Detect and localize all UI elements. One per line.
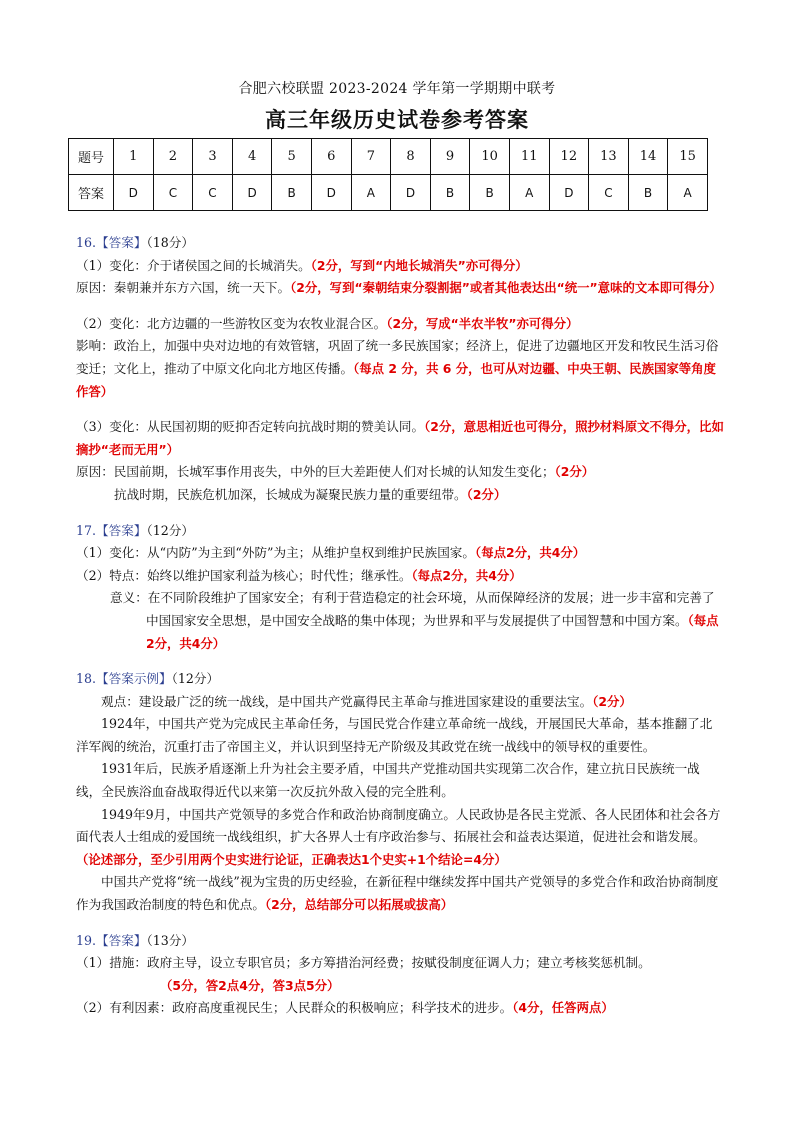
question-number: 2 xyxy=(153,139,193,175)
answer-text: 观点：建设最广泛的统一战线，是中国共产党赢得民主革命与推进国家建设的重要法宝。 xyxy=(101,693,593,709)
question-number: 11 xyxy=(509,139,549,175)
answer-cell: A xyxy=(668,175,708,211)
question-number: 7 xyxy=(351,139,391,175)
scoring-note: （论述部分，至少引用两个史实进行论证，正确表达1个史实+1个结论=4分） xyxy=(76,851,507,867)
spacer xyxy=(76,300,724,313)
question-number: 15 xyxy=(668,139,708,175)
q16-part1-reason xyxy=(76,277,724,300)
answer-text: 原因：民国前期，长城军事作用丧失，中外的巨大差距使人们对长城的认知发生变化； xyxy=(76,464,555,480)
question-number: 6 xyxy=(311,139,351,175)
row-label-number: 题号 xyxy=(69,139,114,175)
scoring-note: （5分，答2点4分，答3点5分） xyxy=(160,977,340,993)
q16-part2-impact xyxy=(76,335,724,403)
page-title: 高三年级历史试卷参考答案 xyxy=(265,108,529,132)
q18-paragraph-1931: 1931年后，民族矛盾逐渐上升为社会主要矛盾，中国共产党推动国共实现第二次合作，建立抗日民族统一战线，全民族浴血奋战取得近代以来第一次反抗外敌入侵的完全胜利。 xyxy=(76,761,700,800)
scoring-note: （2分，写到“内地长城消失”亦可得分） xyxy=(310,257,528,273)
q19-part1: （1）措施：政府主导，设立专职官员；多方筹措治河经费；按赋役制度征调人力；建立考核奖惩机制。 xyxy=(76,955,651,971)
answer-text: 原因：秦朝兼并东方六国，统一天下。 xyxy=(76,280,291,296)
scoring-note: （2分，写成“半农半牧”亦可得分） xyxy=(386,315,579,331)
answer-cell: D xyxy=(114,175,154,211)
scoring-note: （2分） xyxy=(466,486,507,502)
q19-heading xyxy=(76,930,724,953)
row-label-answer: 答案 xyxy=(69,175,114,211)
answer-text: （2）有利因素：政府高度重视民生；人民群众的积极响应；科学技术的进步。 xyxy=(76,1000,513,1016)
question-number: 4 xyxy=(232,139,272,175)
scoring-note: （2分） xyxy=(592,693,632,709)
q16-part2-change xyxy=(76,313,724,336)
answer-table-number-row xyxy=(69,139,708,175)
answer-text: 意义：在不同阶段维护了国家安全；有利于营造稳定的社会环境，从而保障经济的发展；进一步丰富和完善了中国国家安全思想，是中国安全战略的集中体现；为世界和平与发展提供了中国智慧和中国方案。 xyxy=(110,590,715,628)
scoring-note: （2分，意思相近也可得分，照抄材料原文不得分，比如摘抄“老而无用”） xyxy=(76,419,724,457)
question-number: 1 xyxy=(114,139,154,175)
question-number: 10 xyxy=(470,139,510,175)
spacer xyxy=(76,917,724,930)
spacer xyxy=(76,655,724,668)
score-label: （12分） xyxy=(146,522,194,538)
question-number: 13 xyxy=(589,139,629,175)
question-number-label: 17. xyxy=(76,522,97,538)
answer-text: 抗战时期，民族危机加深，长城成为凝聚民族力量的重要纽带。 xyxy=(114,486,467,502)
q18-heading xyxy=(76,668,724,691)
scoring-note: （每点 2 分，共 6 分，也可从对边疆、中央王朝、民族国家等角度作答） xyxy=(76,360,716,399)
answer-text: （1）变化：从“内防”为主到“外防”为主；从维护皇权到维护民族国家。 xyxy=(76,545,475,561)
question-number-label: 19. xyxy=(76,932,97,948)
answer-tag: 【答案】 xyxy=(96,932,147,948)
answer-cell: C xyxy=(589,175,629,211)
answer-tag: 【答案示例】 xyxy=(96,671,172,687)
answer-cell: B xyxy=(470,175,510,211)
answer-cell: A xyxy=(509,175,549,211)
score-label: （18分） xyxy=(146,235,194,250)
answer-text: （3）变化：从民国初期的贬抑否定转向抗战时期的赞美认同。 xyxy=(76,419,425,435)
score-label: （13分） xyxy=(146,932,194,948)
q18-paragraph-1949 xyxy=(76,804,724,872)
q19-part1-note-line xyxy=(76,975,724,998)
q18-viewpoint xyxy=(76,691,724,714)
scoring-note: （2分） xyxy=(554,464,595,480)
question-number: 8 xyxy=(391,139,431,175)
q17-heading xyxy=(76,520,724,543)
scoring-note: （4分，任答两点） xyxy=(512,1000,614,1016)
question-number-label: 18. xyxy=(76,671,97,687)
score-label: （12分） xyxy=(171,671,220,687)
q17-part1 xyxy=(76,542,724,565)
scoring-note: （2分，写到“秦朝结束分裂割据”或者其他表达出“统一”意味的文本即可得分） xyxy=(290,280,722,296)
scoring-note: （2分，总结部分可以拓展或拔高） xyxy=(264,897,454,913)
question-number: 14 xyxy=(628,139,668,175)
q16-heading xyxy=(76,232,724,255)
q16-part3-reason2 xyxy=(76,484,724,507)
scoring-note: （每点2分，共4分） xyxy=(411,567,522,583)
answer-text: 中国共产党将“统一战线”视为宝贵的历史经验，在新征程中继续发挥中国共产党领导的多党合作和政治协商制度作为我国政治制度的特色和优点。 xyxy=(76,874,719,913)
answer-text: （2）特点：始终以维护国家利益为核心；时代性；继承性。 xyxy=(76,567,412,583)
answer-cell: D xyxy=(232,175,272,211)
question-number: 5 xyxy=(272,139,312,175)
answer-cell: B xyxy=(272,175,312,211)
answer-table xyxy=(68,138,708,211)
answer-text: （1）变化：介于诸侯国之间的长城消失。 xyxy=(76,257,311,273)
answer-cell: B xyxy=(628,175,668,211)
answer-text: （2）变化：北方边疆的一些游牧区变为农牧业混合区。 xyxy=(76,315,387,331)
q16-part1-change xyxy=(76,255,724,278)
answer-table-answer-row xyxy=(69,175,708,211)
answer-cell: C xyxy=(193,175,233,211)
question-number: 9 xyxy=(430,139,470,175)
answer-cell: B xyxy=(430,175,470,211)
q16-part3-reason1 xyxy=(76,461,724,484)
q19-part2 xyxy=(76,997,724,1020)
exam-header: 合肥六校联盟 2023-2024 学年第一学期期中联考 xyxy=(238,81,556,97)
answers-body xyxy=(76,232,724,1020)
answer-tag: 【答案】 xyxy=(96,235,147,250)
scoring-note: （每点2分，共4分） xyxy=(475,545,586,561)
spacer xyxy=(76,507,724,520)
spacer xyxy=(76,403,724,416)
question-number: 3 xyxy=(193,139,233,175)
question-number-label: 16. xyxy=(76,235,97,250)
scoring-note: （每点2分，共4分） xyxy=(146,612,719,651)
answer-cell: C xyxy=(153,175,193,211)
question-number: 12 xyxy=(549,139,589,175)
answer-cell: A xyxy=(351,175,391,211)
q17-part2 xyxy=(76,565,724,588)
q16-part3-change xyxy=(76,416,724,461)
answer-text: 1949年9月，中国共产党领导的多党合作和政治协商制度确立。人民政协是各民主党派、各人民团体和社会各方面代表人士组成的爱国统一战线组织，扩大各界人士有序政治参与、拓展社会和益表达渠道，促进社会和谐发展。 xyxy=(76,806,721,845)
q18-paragraph-1924: 1924年，中国共产党为完成民主革命任务，与国民党合作建立革命统一战线，开展国民大革命，基本推翻了北洋军阀的统治，沉重打击了帝国主义，并认识到坚持无产阶级及其政党在统一战线中的领导权的重要性。 xyxy=(76,716,713,754)
answer-cell: D xyxy=(391,175,431,211)
answer-tag: 【答案】 xyxy=(96,522,147,538)
q18-conclusion xyxy=(76,871,724,916)
answer-text: 影响：政治上，加强中央对边地的有效管辖，巩固了统一多民族国家；经济上，促进了边疆地区开发和牧民生活习俗变迁；文化上，推动了中原文化向北方地区传播。 xyxy=(76,338,719,376)
q17-part2-meaning xyxy=(76,587,724,655)
answer-cell: D xyxy=(311,175,351,211)
answer-cell: D xyxy=(549,175,589,211)
